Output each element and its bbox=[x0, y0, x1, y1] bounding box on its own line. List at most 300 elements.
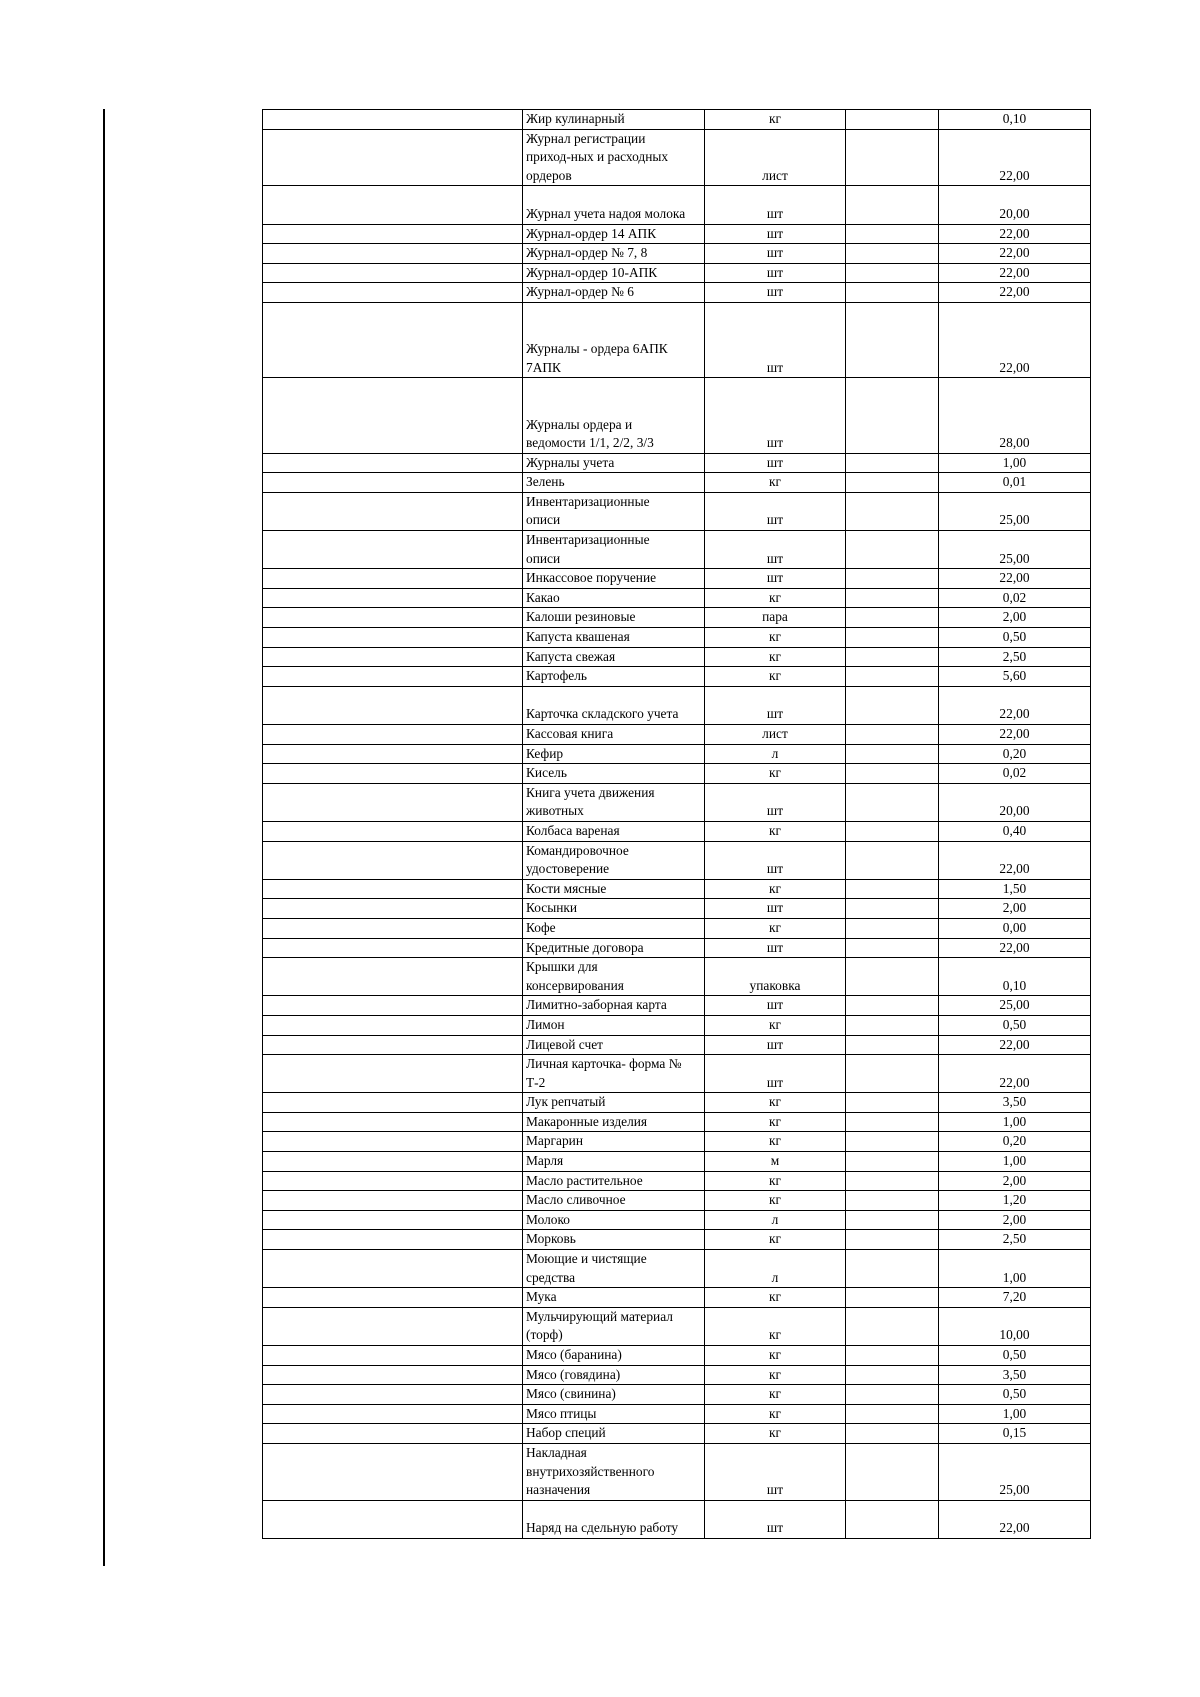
item-name-cell: Моющие и чистящие средства bbox=[523, 1250, 705, 1288]
norm-value-cell: 22,00 bbox=[939, 129, 1091, 186]
table-row bbox=[263, 492, 1091, 530]
unit-cell: шт bbox=[705, 1500, 846, 1538]
table-row bbox=[263, 531, 1091, 569]
table-row bbox=[263, 1404, 1091, 1424]
unit-cell: шт bbox=[705, 899, 846, 919]
empty-cell bbox=[263, 918, 523, 938]
empty-cell bbox=[846, 1250, 939, 1288]
item-name-cell: Журнал-ордер № 7, 8 bbox=[523, 244, 705, 264]
empty-cell bbox=[846, 764, 939, 784]
empty-cell bbox=[263, 841, 523, 879]
table-row bbox=[263, 283, 1091, 303]
item-name-cell: Лимон bbox=[523, 1015, 705, 1035]
empty-cell bbox=[846, 899, 939, 919]
empty-cell bbox=[846, 841, 939, 879]
table-row bbox=[263, 764, 1091, 784]
empty-cell bbox=[263, 764, 523, 784]
norm-value-cell: 28,00 bbox=[939, 378, 1091, 453]
empty-cell bbox=[846, 744, 939, 764]
empty-cell bbox=[263, 588, 523, 608]
item-name-cell: Мука bbox=[523, 1288, 705, 1308]
item-name-cell: Кофе bbox=[523, 918, 705, 938]
empty-cell bbox=[263, 725, 523, 745]
empty-cell bbox=[846, 918, 939, 938]
table-row bbox=[263, 879, 1091, 899]
empty-cell bbox=[263, 302, 523, 377]
empty-cell bbox=[846, 1210, 939, 1230]
empty-cell bbox=[263, 1500, 523, 1538]
empty-cell bbox=[263, 1055, 523, 1093]
norm-value-cell: 1,50 bbox=[939, 879, 1091, 899]
table-row bbox=[263, 1112, 1091, 1132]
item-name-cell: Кефир bbox=[523, 744, 705, 764]
norms-table-body bbox=[263, 110, 1091, 1539]
item-name-cell: Личная карточка- форма № Т-2 bbox=[523, 1055, 705, 1093]
table-row bbox=[263, 628, 1091, 648]
empty-cell bbox=[263, 1015, 523, 1035]
empty-cell bbox=[263, 473, 523, 493]
norm-value-cell: 0,15 bbox=[939, 1424, 1091, 1444]
norm-value-cell: 3,50 bbox=[939, 1093, 1091, 1113]
unit-cell: кг bbox=[705, 1191, 846, 1211]
empty-cell bbox=[846, 1288, 939, 1308]
unit-cell: кг bbox=[705, 1365, 846, 1385]
item-name-cell: Журнал-ордер 14 АПК bbox=[523, 224, 705, 244]
empty-cell bbox=[846, 378, 939, 453]
empty-cell bbox=[263, 186, 523, 224]
table-row bbox=[263, 1424, 1091, 1444]
item-name-cell: Журналы учета bbox=[523, 453, 705, 473]
empty-cell bbox=[846, 821, 939, 841]
item-name-cell: Лук репчатый bbox=[523, 1093, 705, 1113]
item-name-cell: Накладная внутрихозяйственного назначения bbox=[523, 1443, 705, 1500]
empty-cell bbox=[263, 647, 523, 667]
table-row bbox=[263, 453, 1091, 473]
empty-cell bbox=[846, 1500, 939, 1538]
left-margin-line bbox=[103, 109, 105, 1566]
norm-value-cell: 0,02 bbox=[939, 588, 1091, 608]
empty-cell bbox=[846, 783, 939, 821]
empty-cell bbox=[846, 1385, 939, 1405]
empty-cell bbox=[263, 1385, 523, 1405]
empty-cell bbox=[846, 1132, 939, 1152]
norm-value-cell: 0,50 bbox=[939, 1385, 1091, 1405]
norm-value-cell: 22,00 bbox=[939, 302, 1091, 377]
item-name-cell: Калоши резиновые bbox=[523, 608, 705, 628]
empty-cell bbox=[846, 628, 939, 648]
empty-cell bbox=[263, 938, 523, 958]
empty-cell bbox=[846, 647, 939, 667]
empty-cell bbox=[846, 938, 939, 958]
unit-cell: шт bbox=[705, 378, 846, 453]
norm-value-cell: 1,00 bbox=[939, 1112, 1091, 1132]
empty-cell bbox=[263, 1152, 523, 1172]
empty-cell bbox=[846, 1152, 939, 1172]
unit-cell: упаковка bbox=[705, 958, 846, 996]
table-row bbox=[263, 686, 1091, 724]
empty-cell bbox=[846, 1307, 939, 1345]
item-name-cell: Молоко bbox=[523, 1210, 705, 1230]
unit-cell: шт bbox=[705, 686, 846, 724]
item-name-cell: Инвентаризационные описи bbox=[523, 492, 705, 530]
unit-cell: шт bbox=[705, 569, 846, 589]
empty-cell bbox=[263, 1424, 523, 1444]
table-row bbox=[263, 263, 1091, 283]
unit-cell: шт bbox=[705, 186, 846, 224]
table-row bbox=[263, 783, 1091, 821]
empty-cell bbox=[263, 110, 523, 130]
table-row bbox=[263, 1015, 1091, 1035]
item-name-cell: Журналы - ордера 6АПК 7АПК bbox=[523, 302, 705, 377]
table-row bbox=[263, 1230, 1091, 1250]
unit-cell: шт bbox=[705, 531, 846, 569]
item-name-cell: Макаронные изделия bbox=[523, 1112, 705, 1132]
empty-cell bbox=[846, 224, 939, 244]
norm-value-cell: 22,00 bbox=[939, 841, 1091, 879]
table-row bbox=[263, 186, 1091, 224]
table-row bbox=[263, 1346, 1091, 1366]
table-row bbox=[263, 725, 1091, 745]
unit-cell: пара bbox=[705, 608, 846, 628]
empty-cell bbox=[263, 283, 523, 303]
empty-cell bbox=[263, 821, 523, 841]
table-row bbox=[263, 1132, 1091, 1152]
norm-value-cell: 22,00 bbox=[939, 1500, 1091, 1538]
empty-cell bbox=[263, 608, 523, 628]
unit-cell: кг bbox=[705, 473, 846, 493]
norm-value-cell: 0,50 bbox=[939, 628, 1091, 648]
empty-cell bbox=[263, 224, 523, 244]
unit-cell: шт bbox=[705, 938, 846, 958]
table-row bbox=[263, 1385, 1091, 1405]
empty-cell bbox=[263, 263, 523, 283]
empty-cell bbox=[263, 1346, 523, 1366]
norm-value-cell: 1,20 bbox=[939, 1191, 1091, 1211]
item-name-cell: Карточка складского учета bbox=[523, 686, 705, 724]
empty-cell bbox=[846, 453, 939, 473]
norm-value-cell: 0,00 bbox=[939, 918, 1091, 938]
norm-value-cell: 2,00 bbox=[939, 899, 1091, 919]
unit-cell: кг bbox=[705, 1346, 846, 1366]
empty-cell bbox=[263, 378, 523, 453]
empty-cell bbox=[263, 783, 523, 821]
empty-cell bbox=[846, 1171, 939, 1191]
unit-cell: шт bbox=[705, 283, 846, 303]
norm-value-cell: 25,00 bbox=[939, 996, 1091, 1016]
empty-cell bbox=[846, 1112, 939, 1132]
norm-value-cell: 22,00 bbox=[939, 569, 1091, 589]
table-row bbox=[263, 378, 1091, 453]
norm-value-cell: 22,00 bbox=[939, 224, 1091, 244]
empty-cell bbox=[846, 958, 939, 996]
unit-cell: кг bbox=[705, 1093, 846, 1113]
empty-cell bbox=[263, 1250, 523, 1288]
unit-cell: кг bbox=[705, 1015, 846, 1035]
table-row bbox=[263, 569, 1091, 589]
table-row bbox=[263, 588, 1091, 608]
norm-value-cell: 20,00 bbox=[939, 186, 1091, 224]
norm-value-cell: 22,00 bbox=[939, 244, 1091, 264]
item-name-cell: Командировочное удостоверение bbox=[523, 841, 705, 879]
table-row bbox=[263, 744, 1091, 764]
empty-cell bbox=[846, 667, 939, 687]
item-name-cell: Инкассовое поручение bbox=[523, 569, 705, 589]
empty-cell bbox=[263, 1112, 523, 1132]
empty-cell bbox=[263, 744, 523, 764]
empty-cell bbox=[846, 996, 939, 1016]
norm-value-cell: 0,50 bbox=[939, 1015, 1091, 1035]
unit-cell: кг bbox=[705, 879, 846, 899]
unit-cell: кг bbox=[705, 764, 846, 784]
table-row bbox=[263, 302, 1091, 377]
empty-cell bbox=[263, 1404, 523, 1424]
empty-cell bbox=[846, 588, 939, 608]
unit-cell: кг bbox=[705, 647, 846, 667]
norm-value-cell: 20,00 bbox=[939, 783, 1091, 821]
empty-cell bbox=[846, 1424, 939, 1444]
norm-value-cell: 22,00 bbox=[939, 283, 1091, 303]
empty-cell bbox=[263, 879, 523, 899]
norm-value-cell: 7,20 bbox=[939, 1288, 1091, 1308]
table-row bbox=[263, 667, 1091, 687]
table-row bbox=[263, 1093, 1091, 1113]
table-row bbox=[263, 1307, 1091, 1345]
item-name-cell: Мясо (баранина) bbox=[523, 1346, 705, 1366]
empty-cell bbox=[846, 531, 939, 569]
empty-cell bbox=[846, 1035, 939, 1055]
norm-value-cell: 22,00 bbox=[939, 1035, 1091, 1055]
norm-value-cell: 25,00 bbox=[939, 492, 1091, 530]
empty-cell bbox=[263, 667, 523, 687]
norm-value-cell: 0,20 bbox=[939, 1132, 1091, 1152]
table-row bbox=[263, 1250, 1091, 1288]
item-name-cell: Масло сливочное bbox=[523, 1191, 705, 1211]
unit-cell: шт bbox=[705, 1055, 846, 1093]
empty-cell bbox=[846, 263, 939, 283]
empty-cell bbox=[846, 473, 939, 493]
empty-cell bbox=[846, 608, 939, 628]
empty-cell bbox=[846, 1443, 939, 1500]
table-row bbox=[263, 821, 1091, 841]
item-name-cell: Инвентаризационные описи bbox=[523, 531, 705, 569]
table-row bbox=[263, 1171, 1091, 1191]
table-row bbox=[263, 1055, 1091, 1093]
item-name-cell: Морковь bbox=[523, 1230, 705, 1250]
unit-cell: шт bbox=[705, 224, 846, 244]
unit-cell: шт bbox=[705, 302, 846, 377]
unit-cell: шт bbox=[705, 996, 846, 1016]
table-row bbox=[263, 1191, 1091, 1211]
empty-cell bbox=[846, 1365, 939, 1385]
empty-cell bbox=[846, 1404, 939, 1424]
unit-cell: кг bbox=[705, 1288, 846, 1308]
item-name-cell: Кисель bbox=[523, 764, 705, 784]
unit-cell: кг bbox=[705, 1112, 846, 1132]
unit-cell: л bbox=[705, 1250, 846, 1288]
table-row bbox=[263, 996, 1091, 1016]
unit-cell: л bbox=[705, 744, 846, 764]
table-row bbox=[263, 129, 1091, 186]
item-name-cell: Крышки для консервирования bbox=[523, 958, 705, 996]
table-row bbox=[263, 958, 1091, 996]
empty-cell bbox=[846, 686, 939, 724]
table-row bbox=[263, 1288, 1091, 1308]
empty-cell bbox=[263, 531, 523, 569]
empty-cell bbox=[846, 492, 939, 530]
empty-cell bbox=[263, 492, 523, 530]
unit-cell: кг bbox=[705, 918, 846, 938]
norm-value-cell: 2,00 bbox=[939, 1210, 1091, 1230]
empty-cell bbox=[846, 110, 939, 130]
unit-cell: кг bbox=[705, 628, 846, 648]
item-name-cell: Журнал-ордер № 6 bbox=[523, 283, 705, 303]
item-name-cell: Капуста квашеная bbox=[523, 628, 705, 648]
norm-value-cell: 22,00 bbox=[939, 938, 1091, 958]
empty-cell bbox=[263, 1132, 523, 1152]
table-row bbox=[263, 1152, 1091, 1172]
table-row bbox=[263, 1210, 1091, 1230]
item-name-cell: Косынки bbox=[523, 899, 705, 919]
item-name-cell: Мясо птицы bbox=[523, 1404, 705, 1424]
empty-cell bbox=[263, 1307, 523, 1345]
item-name-cell: Колбаса вареная bbox=[523, 821, 705, 841]
empty-cell bbox=[846, 129, 939, 186]
item-name-cell: Мясо (свинина) bbox=[523, 1385, 705, 1405]
empty-cell bbox=[263, 1171, 523, 1191]
norm-value-cell: 0,40 bbox=[939, 821, 1091, 841]
item-name-cell: Мясо (говядина) bbox=[523, 1365, 705, 1385]
unit-cell: кг bbox=[705, 1230, 846, 1250]
unit-cell: шт bbox=[705, 492, 846, 530]
norm-value-cell: 10,00 bbox=[939, 1307, 1091, 1345]
empty-cell bbox=[263, 129, 523, 186]
unit-cell: кг bbox=[705, 1307, 846, 1345]
table-row bbox=[263, 244, 1091, 264]
table-row bbox=[263, 899, 1091, 919]
item-name-cell: Картофель bbox=[523, 667, 705, 687]
unit-cell: кг bbox=[705, 667, 846, 687]
table-row bbox=[263, 918, 1091, 938]
empty-cell bbox=[846, 1093, 939, 1113]
unit-cell: кг bbox=[705, 1132, 846, 1152]
empty-cell bbox=[263, 958, 523, 996]
norm-value-cell: 1,00 bbox=[939, 1152, 1091, 1172]
norm-value-cell: 0,50 bbox=[939, 1346, 1091, 1366]
unit-cell: шт bbox=[705, 1035, 846, 1055]
unit-cell: шт bbox=[705, 783, 846, 821]
norms-table bbox=[262, 109, 1091, 1539]
unit-cell: м bbox=[705, 1152, 846, 1172]
item-name-cell: Кассовая книга bbox=[523, 725, 705, 745]
table-row bbox=[263, 608, 1091, 628]
empty-cell bbox=[263, 1191, 523, 1211]
unit-cell: лист bbox=[705, 129, 846, 186]
norm-value-cell: 0,01 bbox=[939, 473, 1091, 493]
empty-cell bbox=[846, 1015, 939, 1035]
item-name-cell: Журнал-ордер 10-АПК bbox=[523, 263, 705, 283]
norm-value-cell: 1,00 bbox=[939, 453, 1091, 473]
unit-cell: шт bbox=[705, 1443, 846, 1500]
norm-value-cell: 0,20 bbox=[939, 744, 1091, 764]
item-name-cell: Мульчирующий материал (торф) bbox=[523, 1307, 705, 1345]
empty-cell bbox=[846, 244, 939, 264]
unit-cell: шт bbox=[705, 263, 846, 283]
unit-cell: кг bbox=[705, 1385, 846, 1405]
norm-value-cell: 22,00 bbox=[939, 686, 1091, 724]
unit-cell: шт bbox=[705, 841, 846, 879]
item-name-cell: Марля bbox=[523, 1152, 705, 1172]
table-row bbox=[263, 841, 1091, 879]
norm-value-cell: 2,50 bbox=[939, 1230, 1091, 1250]
item-name-cell: Кости мясные bbox=[523, 879, 705, 899]
unit-cell: кг bbox=[705, 1171, 846, 1191]
table-row bbox=[263, 224, 1091, 244]
item-name-cell: Лимитно-заборная карта bbox=[523, 996, 705, 1016]
item-name-cell: Журнал регистрации приход-ных и расходных ордеров bbox=[523, 129, 705, 186]
norm-value-cell: 22,00 bbox=[939, 725, 1091, 745]
unit-cell: кг bbox=[705, 821, 846, 841]
item-name-cell: Маргарин bbox=[523, 1132, 705, 1152]
norm-value-cell: 2,50 bbox=[939, 647, 1091, 667]
empty-cell bbox=[263, 1365, 523, 1385]
table-row bbox=[263, 1500, 1091, 1538]
norm-value-cell: 1,00 bbox=[939, 1250, 1091, 1288]
empty-cell bbox=[263, 1210, 523, 1230]
empty-cell bbox=[263, 686, 523, 724]
empty-cell bbox=[846, 1055, 939, 1093]
item-name-cell: Наряд на сдельную работу bbox=[523, 1500, 705, 1538]
norm-value-cell: 2,00 bbox=[939, 1171, 1091, 1191]
norm-value-cell: 22,00 bbox=[939, 263, 1091, 283]
table-row bbox=[263, 1365, 1091, 1385]
norm-value-cell: 25,00 bbox=[939, 1443, 1091, 1500]
norm-value-cell: 2,00 bbox=[939, 608, 1091, 628]
empty-cell bbox=[263, 1288, 523, 1308]
empty-cell bbox=[846, 1346, 939, 1366]
norm-value-cell: 25,00 bbox=[939, 531, 1091, 569]
unit-cell: л bbox=[705, 1210, 846, 1230]
empty-cell bbox=[263, 453, 523, 473]
empty-cell bbox=[263, 1230, 523, 1250]
norm-value-cell: 22,00 bbox=[939, 1055, 1091, 1093]
item-name-cell: Зелень bbox=[523, 473, 705, 493]
norm-value-cell: 0,10 bbox=[939, 110, 1091, 130]
item-name-cell: Кредитные договора bbox=[523, 938, 705, 958]
empty-cell bbox=[263, 1035, 523, 1055]
empty-cell bbox=[263, 569, 523, 589]
unit-cell: кг bbox=[705, 1404, 846, 1424]
empty-cell bbox=[263, 899, 523, 919]
empty-cell bbox=[263, 244, 523, 264]
norm-value-cell: 3,50 bbox=[939, 1365, 1091, 1385]
empty-cell bbox=[846, 1191, 939, 1211]
item-name-cell: Журналы ордера и ведомости 1/1, 2/2, 3/3 bbox=[523, 378, 705, 453]
empty-cell bbox=[846, 283, 939, 303]
empty-cell bbox=[846, 725, 939, 745]
norm-value-cell: 0,10 bbox=[939, 958, 1091, 996]
unit-cell: шт bbox=[705, 244, 846, 264]
item-name-cell: Жир кулинарный bbox=[523, 110, 705, 130]
empty-cell bbox=[846, 302, 939, 377]
norm-value-cell: 5,60 bbox=[939, 667, 1091, 687]
unit-cell: шт bbox=[705, 453, 846, 473]
item-name-cell: Какао bbox=[523, 588, 705, 608]
item-name-cell: Лицевой счет bbox=[523, 1035, 705, 1055]
empty-cell bbox=[263, 1093, 523, 1113]
table-row bbox=[263, 1443, 1091, 1500]
empty-cell bbox=[263, 996, 523, 1016]
item-name-cell: Набор специй bbox=[523, 1424, 705, 1444]
